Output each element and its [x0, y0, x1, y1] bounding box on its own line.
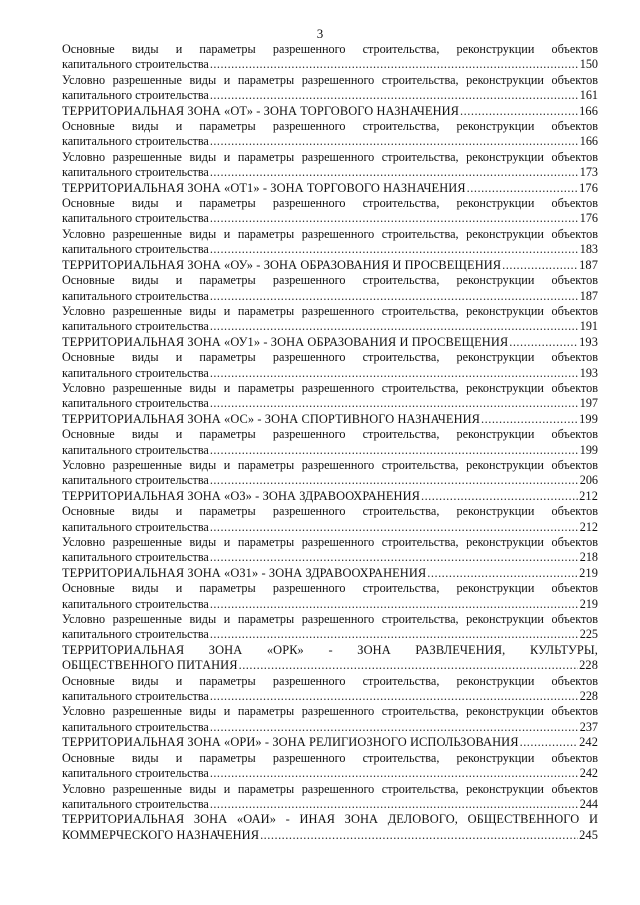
- toc-entry-subsection[interactable]: [62, 612, 598, 643]
- toc-entry-subsection[interactable]: [62, 273, 598, 304]
- toc-entry-final-line: [62, 412, 598, 427]
- toc-entry-final-line: [62, 319, 598, 334]
- toc-entry-final-line: [62, 828, 598, 843]
- toc-entry-final-line: [62, 335, 598, 350]
- toc-entry-text: капитального строительства: [62, 288, 209, 303]
- toc-entry-subsection[interactable]: [62, 751, 598, 782]
- toc-entry-text: ОБЩЕСТВЕННОГО ПИТАНИЯ: [62, 658, 238, 673]
- toc-page-number: 237: [579, 719, 598, 734]
- toc-entry-text: капитального строительства: [62, 442, 209, 457]
- toc-entry-text: капитального строительства: [62, 396, 209, 411]
- toc-entry-text: капитального строительства: [62, 689, 209, 704]
- toc-entry-zone[interactable]: [62, 412, 598, 427]
- toc-entry-subsection[interactable]: [62, 427, 598, 458]
- toc-entry-zone[interactable]: [62, 489, 598, 504]
- toc-entry-line: Основные виды и параметры разрешенного строительства, реконструкции объектов: [62, 119, 598, 134]
- toc-entry-line: Основные виды и параметры разрешенного строительства, реконструкции объектов: [62, 273, 598, 288]
- toc-entry-zone[interactable]: [62, 735, 598, 750]
- toc-entry-subsection[interactable]: [62, 119, 598, 150]
- table-of-contents: [62, 42, 598, 843]
- toc-entry-zone[interactable]: [62, 181, 598, 196]
- toc-entry-subsection[interactable]: [62, 304, 598, 335]
- dot-leader: [260, 828, 578, 843]
- toc-page-number: 166: [579, 103, 598, 118]
- toc-entry-subsection[interactable]: [62, 381, 598, 412]
- toc-entry-zone[interactable]: [62, 258, 598, 273]
- toc-entry-text: капитального строительства: [62, 88, 209, 103]
- toc-entry-text: капитального строительства: [62, 473, 209, 488]
- toc-entry-final-line: [62, 720, 598, 735]
- toc-page-number: 242: [579, 766, 598, 781]
- toc-page-number: 219: [579, 596, 598, 611]
- toc-entry-text: ТЕРРИТОРИАЛЬНАЯ ЗОНА «ОС» - ЗОНА СПОРТИВНОГО НАЗНАЧЕНИЯ: [62, 411, 481, 426]
- toc-entry-subsection[interactable]: [62, 704, 598, 735]
- dot-leader: [210, 366, 579, 381]
- toc-entry-zone[interactable]: [62, 566, 598, 581]
- toc-page-number: 173: [579, 165, 598, 180]
- dot-leader: [210, 88, 579, 103]
- toc-entry-final-line: [62, 489, 598, 504]
- scan-mark: [560, 893, 600, 897]
- toc-entry-line: Условно разрешенные виды и параметры разрешенного строительства, реконструкции объектов: [62, 226, 598, 241]
- dot-leader: [210, 550, 579, 565]
- toc-entry-text: капитального строительства: [62, 596, 209, 611]
- toc-entry-subsection[interactable]: [62, 674, 598, 705]
- toc-entry-line: Условно разрешенные виды и параметры разрешенного строительства, реконструкции объектов: [62, 781, 598, 796]
- toc-entry-line: Основные виды и параметры разрешенного строительства, реконструкции объектов: [62, 42, 598, 56]
- toc-entry-line: Условно разрешенные виды и параметры разрешенного строительства, реконструкции объектов: [62, 303, 598, 318]
- dot-leader: [467, 181, 578, 196]
- toc-entry-text: капитального строительства: [62, 242, 209, 257]
- toc-entry-final-line: [62, 165, 598, 180]
- toc-page-number: 242: [579, 735, 598, 750]
- toc-entry-text: ТЕРРИТОРИАЛЬНАЯ ЗОНА «ОУ» - ЗОНА ОБРАЗОВАНИЯ И ПРОСВЕЩЕНИЯ: [62, 257, 502, 272]
- toc-entry-text: КОММЕРЧЕСКОГО НАЗНАЧЕНИЯ: [62, 827, 260, 842]
- toc-entry-final-line: [62, 658, 598, 673]
- dot-leader: [210, 689, 579, 704]
- toc-entry-text: капитального строительства: [62, 796, 209, 811]
- toc-page-number: 176: [579, 211, 598, 226]
- dot-leader: [210, 57, 579, 72]
- toc-page-number: 187: [579, 288, 598, 303]
- toc-entry-text: капитального строительства: [62, 550, 209, 565]
- toc-entry-final-line: [62, 627, 598, 642]
- toc-entry-line: Основные виды и параметры разрешенного строительства, реконструкции объектов: [62, 581, 598, 596]
- toc-entry-line: Основные виды и параметры разрешенного строительства, реконструкции объектов: [62, 427, 598, 442]
- toc-entry-line: Основные виды и параметры разрешенного строительства, реконструкции объектов: [62, 673, 598, 688]
- toc-page-number: 228: [579, 689, 598, 704]
- toc-entry-text: ТЕРРИТОРИАЛЬНАЯ ЗОНА «ОУ1» - ЗОНА ОБРАЗОВАНИЯ И ПРОСВЕЩЕНИЯ: [62, 334, 509, 349]
- toc-entry-line: Основные виды и параметры разрешенного строительства, реконструкции объектов: [62, 196, 598, 211]
- toc-entry-text: капитального строительства: [62, 57, 209, 72]
- toc-page-number: 197: [579, 396, 598, 411]
- toc-page-number: 212: [579, 519, 598, 534]
- toc-entry-zone[interactable]: [62, 104, 598, 119]
- dot-leader: [210, 319, 579, 334]
- toc-entry-final-line: [62, 797, 598, 812]
- toc-entry-final-line: [62, 366, 598, 381]
- toc-entry-zone[interactable]: [62, 643, 598, 674]
- toc-entry-text: капитального строительства: [62, 766, 209, 781]
- dot-leader: [210, 797, 579, 812]
- toc-entry-subsection[interactable]: [62, 581, 598, 612]
- page-number: 3: [316, 26, 324, 41]
- dot-leader: [210, 597, 579, 612]
- toc-page-number: 199: [579, 442, 598, 457]
- toc-page-number: 199: [579, 411, 598, 426]
- toc-entry-line: Условно разрешенные виды и параметры разрешенного строительства, реконструкции объектов: [62, 380, 598, 395]
- toc-page-number: 161: [579, 88, 598, 103]
- toc-entry-final-line: [62, 88, 598, 103]
- toc-entry-line: ТЕРРИТОРИАЛЬНАЯ ЗОНА «ОАИ» - ИНАЯ ЗОНА ДЕЛОВОГО, ОБЩЕСТВЕННОГО И: [62, 812, 598, 827]
- toc-entry-subsection[interactable]: [62, 535, 598, 566]
- toc-page-number: 193: [579, 334, 598, 349]
- toc-page-number: 187: [579, 257, 598, 272]
- dot-leader: [210, 443, 579, 458]
- toc-entry-text: капитального строительства: [62, 519, 209, 534]
- dot-leader: [210, 520, 579, 535]
- dot-leader: [460, 104, 578, 119]
- toc-page-number: 166: [579, 134, 598, 149]
- toc-entry-text: ТЕРРИТОРИАЛЬНАЯ ЗОНА «ОТ1» - ЗОНА ТОРГОВОГО НАЗНАЧЕНИЯ: [62, 180, 466, 195]
- toc-entry-final-line: [62, 258, 598, 273]
- toc-entry-subsection[interactable]: [62, 196, 598, 227]
- dot-leader: [427, 566, 578, 581]
- toc-entry-line: Условно разрешенные виды и параметры разрешенного строительства, реконструкции объектов: [62, 612, 598, 627]
- toc-entry-final-line: [62, 550, 598, 565]
- toc-entry-final-line: [62, 289, 598, 304]
- dot-leader: [210, 720, 579, 735]
- dot-leader: [421, 489, 578, 504]
- toc-entry-line: Условно разрешенные виды и параметры разрешенного строительства, реконструкции объектов: [62, 457, 598, 472]
- toc-entry-subsection[interactable]: [62, 350, 598, 381]
- dot-leader: [509, 335, 578, 350]
- toc-page-number: 225: [579, 627, 598, 642]
- dot-leader: [210, 396, 579, 411]
- toc-entry-final-line: [62, 181, 598, 196]
- toc-page-number: 219: [579, 565, 598, 580]
- toc-entry-line: Основные виды и параметры разрешенного строительства, реконструкции объектов: [62, 350, 598, 365]
- toc-entry-text: капитального строительства: [62, 627, 209, 642]
- toc-entry-text: капитального строительства: [62, 165, 209, 180]
- toc-entry-final-line: [62, 57, 598, 72]
- toc-page-number: 212: [579, 488, 598, 503]
- toc-page-number: 191: [579, 319, 598, 334]
- toc-entry-line: Условно разрешенные виды и параметры разрешенного строительства, реконструкции объектов: [62, 535, 598, 549]
- toc-page-number: 176: [579, 180, 598, 195]
- toc-entry-line: ТЕРРИТОРИАЛЬНАЯ ЗОНА «ОРК» - ЗОНА РАЗВЛЕЧЕНИЯ, КУЛЬТУРЫ,: [62, 642, 598, 657]
- toc-entry-line: Основные виды и параметры разрешенного строительства, реконструкции объектов: [62, 750, 598, 765]
- toc-entry-subsection[interactable]: [62, 504, 598, 535]
- dot-leader: [210, 473, 579, 488]
- dot-leader: [210, 289, 579, 304]
- dot-leader: [520, 735, 579, 750]
- toc-entry-line: Условно разрешенные виды и параметры разрешенного строительства, реконструкции объектов: [62, 149, 598, 164]
- toc-entry-final-line: [62, 242, 598, 257]
- dot-leader: [502, 258, 578, 273]
- toc-entry-text: капитального строительства: [62, 719, 209, 734]
- toc-page-number: 193: [579, 365, 598, 380]
- toc-entry-zone[interactable]: [62, 812, 598, 843]
- toc-entry-text: ТЕРРИТОРИАЛЬНАЯ ЗОНА «ОЗ» - ЗОНА ЗДРАВООХРАНЕНИЯ: [62, 488, 420, 503]
- toc-entry-text: ТЕРРИТОРИАЛЬНАЯ ЗОНА «ОТ» - ЗОНА ТОРГОВОГО НАЗНАЧЕНИЯ: [62, 103, 460, 118]
- toc-entry-subsection[interactable]: [62, 458, 598, 489]
- toc-entry-line: Условно разрешенные виды и параметры разрешенного строительства, реконструкции объектов: [62, 72, 598, 87]
- dot-leader: [210, 134, 579, 149]
- dot-leader: [210, 211, 579, 226]
- toc-entry-subsection[interactable]: [62, 73, 598, 104]
- toc-entry-final-line: [62, 597, 598, 612]
- toc-page-number: 183: [579, 242, 598, 257]
- toc-entry-zone[interactable]: [62, 335, 598, 350]
- dot-leader: [210, 165, 579, 180]
- toc-entry-line: Основные виды и параметры разрешенного строительства, реконструкции объектов: [62, 504, 598, 519]
- toc-entry-text: ТЕРРИТОРИАЛЬНАЯ ЗОНА «ОЗ1» - ЗОНА ЗДРАВООХРАНЕНИЯ: [62, 565, 427, 580]
- toc-entry-final-line: [62, 473, 598, 488]
- dot-leader: [210, 627, 579, 642]
- toc-entry-final-line: [62, 520, 598, 535]
- dot-leader: [481, 412, 578, 427]
- toc-entry-final-line: [62, 104, 598, 119]
- toc-page-number: 206: [579, 473, 598, 488]
- toc-entry-line: Условно разрешенные виды и параметры разрешенного строительства, реконструкции объектов: [62, 704, 598, 719]
- toc-entry-text: капитального строительства: [62, 365, 209, 380]
- dot-leader: [210, 766, 579, 781]
- dot-leader: [239, 658, 579, 673]
- toc-entry-final-line: [62, 443, 598, 458]
- toc-entry-final-line: [62, 735, 598, 750]
- toc-entry-text: капитального строительства: [62, 134, 209, 149]
- toc-entry-final-line: [62, 766, 598, 781]
- toc-page-number: 228: [579, 658, 598, 673]
- toc-page-number: 218: [579, 550, 598, 565]
- toc-entry-subsection[interactable]: [62, 150, 598, 181]
- toc-entry-subsection[interactable]: [62, 782, 598, 813]
- toc-entry-text: капитального строительства: [62, 319, 209, 334]
- toc-page-number: 245: [579, 827, 598, 842]
- toc-entry-text: капитального строительства: [62, 211, 209, 226]
- toc-entry-final-line: [62, 134, 598, 149]
- toc-entry-text: ТЕРРИТОРИАЛЬНАЯ ЗОНА «ОРИ» - ЗОНА РЕЛИГИОЗНОГО ИСПОЛЬЗОВАНИЯ: [62, 735, 519, 750]
- toc-page-number: 150: [579, 57, 598, 72]
- toc-entry-subsection[interactable]: [62, 227, 598, 258]
- dot-leader: [210, 242, 579, 257]
- toc-entry-final-line: [62, 689, 598, 704]
- toc-entry-final-line: [62, 396, 598, 411]
- toc-entry-final-line: [62, 211, 598, 226]
- toc-entry-subsection[interactable]: [62, 42, 598, 73]
- toc-entry-final-line: [62, 566, 598, 581]
- toc-page-number: 244: [579, 796, 598, 811]
